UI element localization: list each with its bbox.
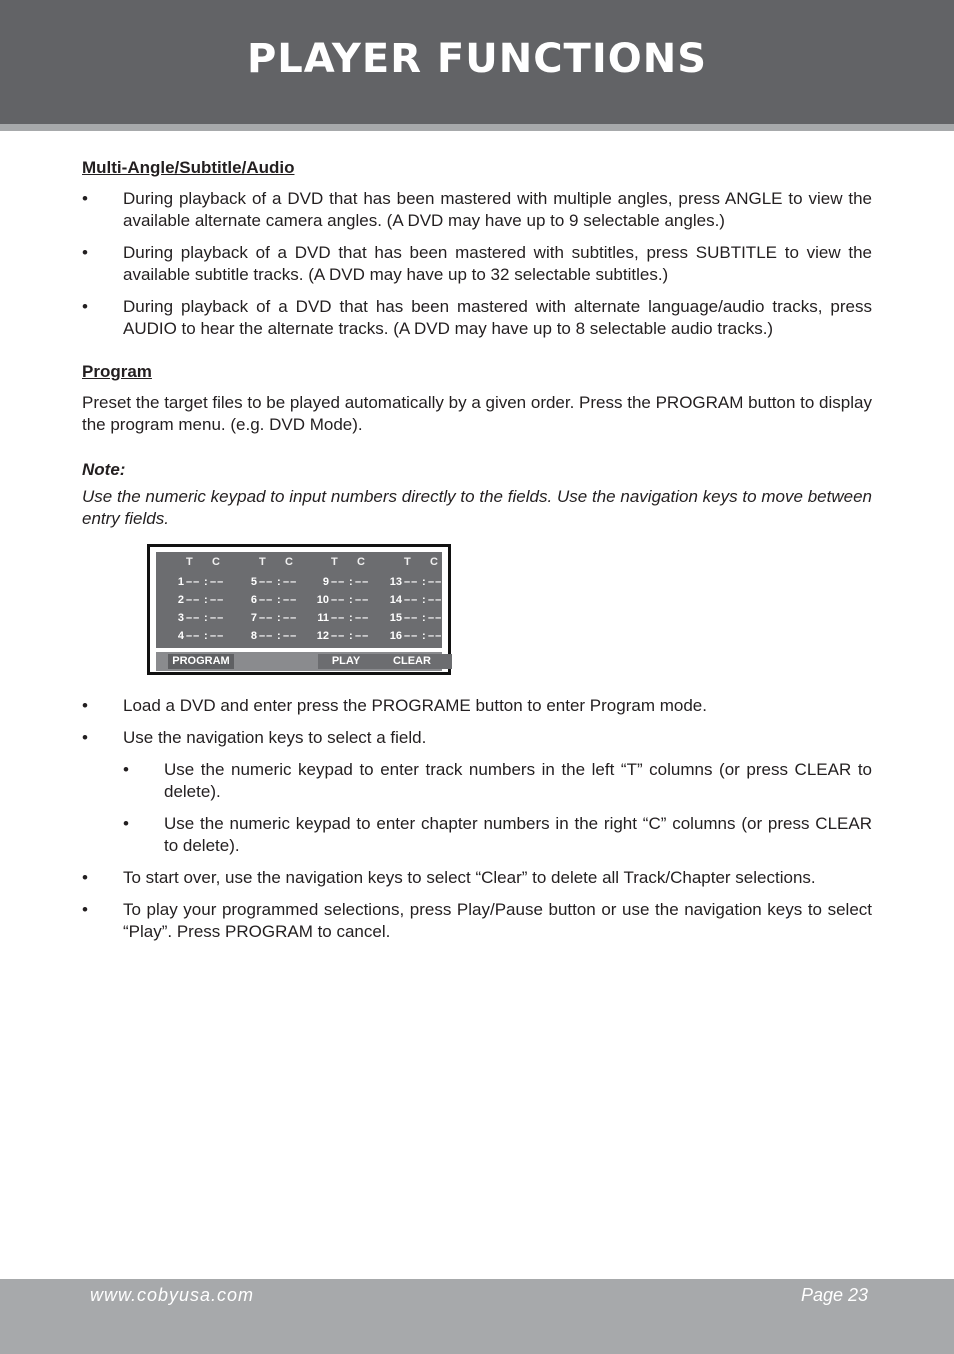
slot-separator: :	[422, 576, 426, 588]
program-steps-list	[82, 695, 872, 943]
slot-separator: :	[277, 630, 281, 642]
program-menu-screen	[147, 544, 451, 675]
track-field[interactable]: – –	[259, 576, 272, 588]
slot-number: 4	[177, 630, 184, 642]
slot-number: 7	[250, 612, 257, 624]
program-slot[interactable]	[382, 612, 452, 630]
column-header-t: T	[186, 556, 193, 568]
footer-page-number: Page 23	[800, 1285, 868, 1305]
page-content	[82, 158, 872, 953]
slot-number: 10	[316, 594, 329, 606]
column-header-c: C	[430, 556, 438, 568]
program-slot[interactable]	[237, 594, 307, 612]
program-slot[interactable]	[237, 576, 307, 594]
chapter-field[interactable]: – –	[210, 576, 223, 588]
sub-list-item	[123, 759, 872, 803]
track-field[interactable]: – –	[186, 612, 199, 624]
list-item	[82, 296, 872, 340]
track-field[interactable]: – –	[404, 630, 417, 642]
chapter-field[interactable]: – –	[355, 630, 368, 642]
program-slot[interactable]	[237, 612, 307, 630]
program-slot[interactable]	[164, 612, 234, 630]
program-menu-clear-button[interactable]: CLEAR	[393, 655, 431, 667]
program-slot[interactable]	[309, 630, 379, 648]
program-sub-list	[123, 759, 872, 857]
slot-number: 11	[317, 612, 329, 624]
bullet-icon: •	[123, 814, 129, 833]
program-heading: Program	[82, 362, 152, 381]
header-accent-strip	[0, 124, 954, 131]
bullet-icon: •	[82, 243, 88, 262]
slot-separator: :	[349, 630, 353, 642]
slot-number: 12	[316, 630, 329, 642]
column-header-t: T	[259, 556, 266, 568]
track-field[interactable]: – –	[186, 576, 199, 588]
bullet-icon: •	[82, 868, 88, 887]
list-item-text: During playback of a DVD that has been mastered with subtitles, press SUBTITLE to view the available subtitle tracks. (A DVD may have up to 32 selectable subtitles.)	[123, 243, 872, 284]
program-slot[interactable]	[164, 576, 234, 594]
list-item	[82, 242, 872, 286]
track-field[interactable]: – –	[331, 576, 344, 588]
list-item-text: Use the navigation keys to select a field.	[123, 728, 427, 747]
slot-separator: :	[422, 594, 426, 606]
sub-list-item	[123, 813, 872, 857]
program-menu-program-label: PROGRAM	[168, 654, 234, 669]
program-menu-column	[237, 556, 307, 646]
chapter-field[interactable]: – –	[210, 594, 223, 606]
program-slot[interactable]	[309, 576, 379, 594]
slot-number: 8	[250, 630, 257, 642]
program-menu-column	[164, 556, 234, 646]
column-header-c: C	[357, 556, 365, 568]
chapter-field[interactable]: – –	[210, 612, 223, 624]
program-slot[interactable]	[382, 630, 452, 648]
list-item-text: During playback of a DVD that has been mastered with multiple angles, press ANGLE to view the available alternate camera angles. (A DVD may have up to 9 selectable angles.)	[123, 189, 872, 230]
list-item	[82, 727, 872, 857]
column-header-t: T	[331, 556, 338, 568]
track-field[interactable]: – –	[186, 630, 199, 642]
program-slot[interactable]	[309, 612, 379, 630]
slot-separator: :	[349, 576, 353, 588]
slot-separator: :	[277, 612, 281, 624]
slot-number: 1	[177, 576, 184, 588]
slot-separator: :	[349, 594, 353, 606]
footer-website: www.cobyusa.com	[90, 1285, 255, 1305]
bullet-icon: •	[82, 728, 88, 747]
track-field[interactable]: – –	[331, 630, 344, 642]
program-menu-bar	[156, 652, 442, 671]
program-intro: Preset the target files to be played automatically by a given order. Press the PROGRAM button to display the program menu. (e.g. DVD Mode).	[82, 393, 872, 434]
list-item-text: Load a DVD and enter press the PROGRAME button to enter Program mode.	[123, 696, 707, 715]
track-field[interactable]: – –	[404, 576, 417, 588]
program-menu-play-button[interactable]: PLAY	[331, 655, 361, 667]
bullet-icon: •	[82, 696, 88, 715]
slot-separator: :	[349, 612, 353, 624]
track-field[interactable]: – –	[259, 612, 272, 624]
slot-number: 15	[389, 612, 402, 624]
slot-number: 6	[250, 594, 257, 606]
program-slot[interactable]	[382, 594, 452, 612]
track-field[interactable]: – –	[404, 612, 417, 624]
list-item	[82, 188, 872, 232]
list-item-text: Use the numeric keypad to enter track numbers in the left “T” columns (or press CLEAR to delete).	[164, 760, 872, 801]
chapter-field[interactable]: – –	[355, 576, 368, 588]
track-field[interactable]: – –	[186, 594, 199, 606]
column-header-c: C	[212, 556, 220, 568]
slot-separator: :	[422, 630, 426, 642]
slot-separator: :	[204, 630, 208, 642]
slot-separator: :	[277, 576, 281, 588]
chapter-field[interactable]: – –	[428, 576, 441, 588]
chapter-field[interactable]: – –	[210, 630, 223, 642]
slot-number: 16	[389, 630, 402, 642]
track-field[interactable]: – –	[331, 594, 344, 606]
page-title: PLAYER FUNCTIONS	[246, 36, 708, 82]
chapter-field[interactable]: – –	[283, 594, 296, 606]
list-item	[82, 867, 872, 889]
chapter-field[interactable]: – –	[428, 594, 441, 606]
slot-separator: :	[277, 594, 281, 606]
program-menu-column	[382, 556, 452, 646]
slot-number: 14	[389, 594, 402, 606]
bullet-icon: •	[82, 297, 88, 316]
list-item-text: To start over, use the navigation keys to select “Clear” to delete all Track/Chapter selections.	[123, 868, 816, 887]
slot-number: 3	[177, 612, 184, 624]
program-menu-column	[309, 556, 379, 646]
multi-angle-heading: Multi-Angle/Subtitle/Audio	[82, 158, 295, 177]
column-header-c: C	[285, 556, 293, 568]
slot-number: 9	[322, 576, 329, 588]
chapter-field[interactable]: – –	[283, 612, 296, 624]
program-slot[interactable]	[237, 630, 307, 648]
track-field[interactable]: – –	[331, 612, 344, 624]
slot-number: 5	[250, 576, 257, 588]
bullet-icon: •	[123, 760, 129, 779]
chapter-field[interactable]: – –	[283, 576, 296, 588]
track-field[interactable]: – –	[259, 594, 272, 606]
slot-separator: :	[204, 576, 208, 588]
program-slot[interactable]	[164, 594, 234, 612]
bullet-icon: •	[82, 189, 88, 208]
track-field[interactable]: – –	[259, 630, 272, 642]
list-item	[82, 695, 872, 717]
program-slot[interactable]	[382, 576, 452, 594]
slot-separator: :	[204, 612, 208, 624]
list-item	[82, 899, 872, 943]
list-item-text: During playback of a DVD that has been mastered with alternate language/audio tracks, press AUDIO to hear the alternate tracks. (A DVD may have up to 8 selectable audio tracks.)	[123, 297, 872, 338]
chapter-field[interactable]: – –	[428, 612, 441, 624]
program-slot[interactable]	[309, 594, 379, 612]
list-item-text: To play your programmed selections, press Play/Pause button or use the navigation keys to select “Play”. Press PROGRAM to cancel.	[123, 900, 872, 941]
list-item-text: Use the numeric keypad to enter chapter numbers in the right “C” columns (or press CLEAR to delete).	[164, 814, 872, 855]
slot-number: 13	[389, 576, 402, 588]
chapter-field[interactable]: – –	[355, 612, 368, 624]
note-label: Note:	[82, 460, 126, 479]
note-text: Use the numeric keypad to input numbers directly to the fields. Use the navigation keys to move between entry fields.	[82, 487, 872, 528]
program-menu-grid	[156, 552, 442, 648]
bullet-icon: •	[82, 900, 88, 919]
program-slot[interactable]	[164, 630, 234, 648]
column-header-t: T	[404, 556, 411, 568]
track-field[interactable]: – –	[404, 594, 417, 606]
chapter-field[interactable]: – –	[428, 630, 441, 642]
slot-separator: :	[422, 612, 426, 624]
chapter-field[interactable]: – –	[355, 594, 368, 606]
slot-number: 2	[177, 594, 184, 606]
slot-separator: :	[204, 594, 208, 606]
chapter-field[interactable]: – –	[283, 630, 296, 642]
multi-angle-list	[82, 188, 872, 340]
